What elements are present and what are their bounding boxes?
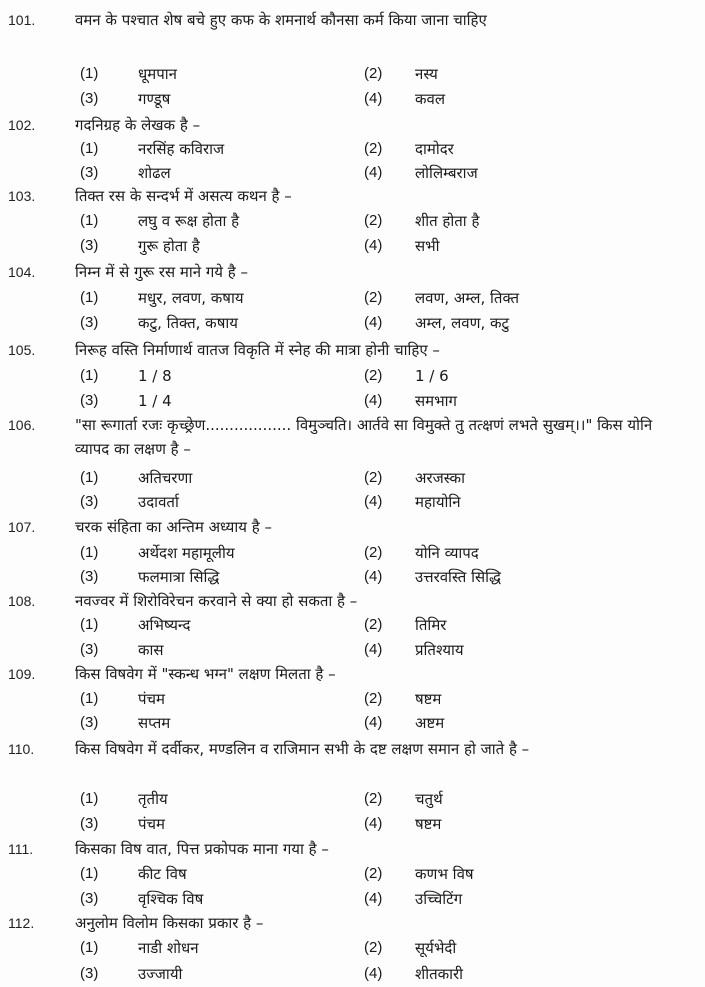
option-text: अष्टम bbox=[415, 714, 445, 732]
option-number: (2) bbox=[364, 544, 383, 561]
option-number: (3) bbox=[80, 890, 99, 907]
option-number: (2) bbox=[364, 212, 383, 229]
option-number: (3) bbox=[80, 237, 99, 254]
question-number: 101. bbox=[8, 12, 36, 28]
question-number: 106. bbox=[8, 417, 36, 433]
question-text: किस विषवेग में "स्कन्ध भग्न" लक्षण मिलता है – bbox=[75, 665, 336, 683]
option-number: (1) bbox=[80, 140, 99, 157]
option-number: (4) bbox=[364, 641, 383, 658]
option-text: उज्जायी bbox=[138, 965, 183, 983]
question-number: 111. bbox=[8, 841, 34, 857]
option-text: 1 / 4 bbox=[138, 392, 172, 410]
question-number: 108. bbox=[8, 593, 36, 609]
option-number: (3) bbox=[80, 815, 99, 832]
option-text: षष्टम bbox=[415, 690, 442, 708]
option-number: (2) bbox=[364, 939, 383, 956]
option-text: पंचम bbox=[138, 690, 166, 708]
question-text: गदनिग्रह के लेखक है – bbox=[75, 116, 201, 134]
option-text: धूमपान bbox=[138, 65, 177, 83]
option-number: (2) bbox=[364, 65, 383, 82]
option-number: (3) bbox=[80, 493, 99, 510]
option-number: (4) bbox=[364, 314, 383, 331]
option-text: षष्टम bbox=[415, 815, 442, 833]
question-text: तिक्त रस के सन्दर्भ में असत्य कथन है – bbox=[75, 187, 292, 205]
option-text: सूर्यभेदी bbox=[415, 939, 457, 957]
option-text: वृश्चिक विष bbox=[138, 890, 204, 908]
option-number: (4) bbox=[364, 392, 383, 409]
option-number: (1) bbox=[80, 212, 99, 229]
option-text: अरजस्का bbox=[415, 469, 465, 487]
question-number: 112. bbox=[8, 915, 35, 931]
option-number: (2) bbox=[364, 469, 383, 486]
option-text: लवण, अम्ल, तिक्त bbox=[415, 289, 520, 307]
question-number: 102. bbox=[8, 117, 36, 133]
question-text: निम्न में से गुरू रस माने गये है – bbox=[75, 263, 249, 281]
option-number: (2) bbox=[364, 367, 383, 384]
question-number: 110. bbox=[8, 741, 35, 757]
option-text: लोलिम्बराज bbox=[415, 164, 478, 182]
option-number: (1) bbox=[80, 790, 99, 807]
question-number: 107. bbox=[8, 519, 36, 535]
option-number: (4) bbox=[364, 493, 383, 510]
option-text: कटु, तिक्त, कषाय bbox=[138, 314, 238, 332]
question-text: अनुलोम विलोम किसका प्रकार है – bbox=[75, 914, 264, 932]
option-text: मधुर, लवण, कषाय bbox=[138, 289, 244, 307]
option-number: (2) bbox=[364, 616, 383, 633]
option-text: तिमिर bbox=[415, 616, 447, 634]
option-number: (3) bbox=[80, 90, 99, 107]
option-text: चतुर्थ bbox=[415, 790, 443, 808]
question-text: निरूह वस्ति निर्माणार्थ वातज विकृति में स्नेह की मात्रा होनी चाहिए – bbox=[75, 341, 440, 359]
option-number: (2) bbox=[364, 140, 383, 157]
question-number: 104. bbox=[8, 264, 36, 280]
option-number: (1) bbox=[80, 865, 99, 882]
option-number: (1) bbox=[80, 469, 99, 486]
option-number: (1) bbox=[80, 616, 99, 633]
question-text: नवज्वर में शिरोविरेचन करवाने से क्या हो सकता है – bbox=[75, 592, 358, 610]
option-text: कवल bbox=[415, 90, 446, 108]
option-number: (1) bbox=[80, 690, 99, 707]
option-number: (1) bbox=[80, 289, 99, 306]
option-number: (2) bbox=[364, 690, 383, 707]
option-text: तृतीय bbox=[138, 790, 168, 808]
option-text: लघु व रूक्ष होता है bbox=[138, 212, 240, 230]
option-number: (4) bbox=[364, 965, 383, 982]
question-number: 109. bbox=[8, 666, 36, 682]
option-text: प्रतिश्याय bbox=[415, 641, 464, 659]
option-text: अतिचरणा bbox=[138, 469, 193, 487]
option-text: गुरू होता है bbox=[138, 237, 200, 255]
option-text: नाडी शोधन bbox=[138, 939, 199, 957]
option-text: अभिष्यन्द bbox=[138, 616, 191, 634]
option-number: (1) bbox=[80, 939, 99, 956]
option-number: (3) bbox=[80, 164, 99, 181]
option-number: (4) bbox=[364, 568, 383, 585]
question-number: 105. bbox=[8, 342, 36, 358]
option-number: (4) bbox=[364, 890, 383, 907]
question-text: चरक संहिता का अन्तिम अध्याय है – bbox=[75, 518, 272, 536]
option-text: पंचम bbox=[138, 815, 166, 833]
option-number: (4) bbox=[364, 164, 383, 181]
option-number: (3) bbox=[80, 965, 99, 982]
option-text: कीट विष bbox=[138, 865, 187, 883]
option-text: सप्तम bbox=[138, 714, 171, 732]
question-text: किस विषवेग में दर्वीकर, मण्डलिन व राजिमान सभी के दष्ट लक्षण समान हो जाते है – bbox=[75, 740, 530, 758]
option-text: उत्तरवस्ति सिद्धि bbox=[415, 568, 501, 586]
option-text: नरसिंह कविराज bbox=[138, 140, 225, 158]
option-number: (1) bbox=[80, 544, 99, 561]
option-number: (2) bbox=[364, 865, 383, 882]
option-text: योनि व्यापद bbox=[415, 544, 479, 562]
option-number: (3) bbox=[80, 568, 99, 585]
option-text: उदावर्ता bbox=[138, 493, 179, 511]
option-text: फलमात्रा सिद्धि bbox=[138, 568, 220, 586]
option-text: 1 / 6 bbox=[415, 367, 449, 385]
option-number: (1) bbox=[80, 65, 99, 82]
option-number: (1) bbox=[80, 367, 99, 384]
question-text: किसका विष वात, पित्त प्रकोपक माना गया है – bbox=[75, 840, 329, 858]
option-text: उच्चिटिंग bbox=[415, 890, 463, 908]
question-text: "सा रूगार्ता रजः कृच्छ्रेण.................. विमुञ्चति। आर्तवे सा विमुक्ते तु तत्क्षणं लभते सुखम्।।" किस योनि व्यापद का लक्षण है – bbox=[75, 416, 653, 458]
option-text: शीतकारी bbox=[415, 965, 464, 983]
option-number: (4) bbox=[364, 237, 383, 254]
question-number: 103. bbox=[8, 188, 36, 204]
question-text: वमन के पश्चात शेष बचे हुए कफ के शमनार्थ कौनसा कर्म किया जाना चाहिए bbox=[75, 11, 487, 29]
option-number: (2) bbox=[364, 289, 383, 306]
option-text: कास bbox=[138, 641, 164, 659]
option-number: (2) bbox=[364, 790, 383, 807]
option-text: नस्य bbox=[415, 65, 438, 83]
option-text: अर्थेदश महामूलीय bbox=[138, 544, 235, 562]
option-number: (4) bbox=[364, 90, 383, 107]
option-text: दामोदर bbox=[415, 140, 454, 158]
option-number: (4) bbox=[364, 714, 383, 731]
option-text: शोढल bbox=[138, 164, 171, 182]
option-text: सभी bbox=[415, 237, 440, 255]
option-text: महायोनि bbox=[415, 493, 461, 511]
option-number: (3) bbox=[80, 314, 99, 331]
option-text: समभाग bbox=[415, 392, 457, 410]
option-number: (4) bbox=[364, 815, 383, 832]
option-number: (3) bbox=[80, 641, 99, 658]
option-text: गण्डूष bbox=[138, 90, 171, 108]
option-number: (3) bbox=[80, 392, 99, 409]
option-text: कणभ विष bbox=[415, 865, 474, 883]
option-text: 1 / 8 bbox=[138, 367, 172, 385]
option-text: अम्ल, लवण, कटु bbox=[415, 314, 510, 332]
option-number: (3) bbox=[80, 714, 99, 731]
option-text: शीत होता है bbox=[415, 212, 480, 230]
